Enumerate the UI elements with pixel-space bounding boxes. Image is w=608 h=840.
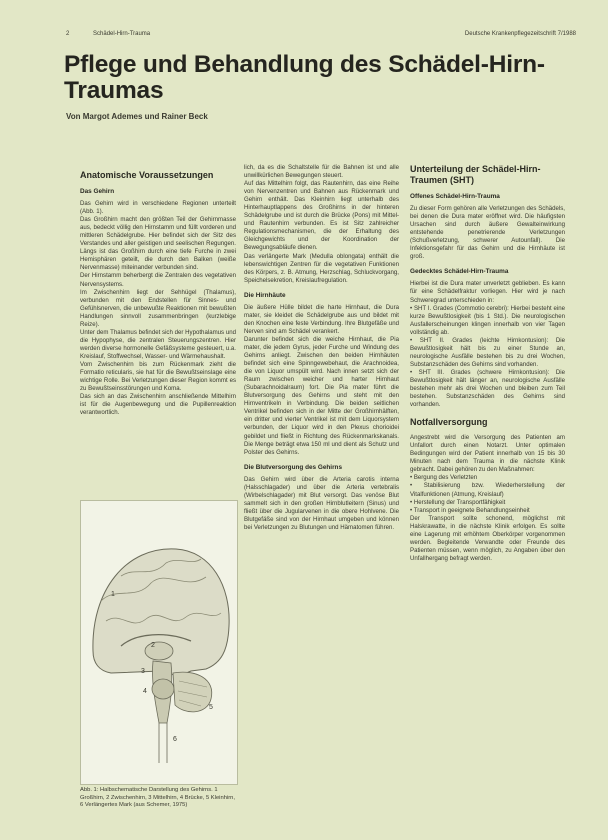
list-item: • SHT III. Grades (schwere Hirnkontusion): Die Bewußtlosigkeit hält länger an, neurologische Ausfälle bestehen mehr als drei Wochen und bleiben zum Teil bestehen. Substanzschäden des Gehirns sind vorhanden. xyxy=(410,369,565,409)
paragraph: Angestrebt wird die Versorgung des Patienten am Unfallort durch einen Notarzt. Unter optimalen Bedingungen wird der Patient innerhalb von 15 bis 30 Minuten nach dem Trauma in die nächste Klinik gebracht. Dabei gehören zu den Maßnahmen: xyxy=(410,434,565,474)
brain-illustration xyxy=(80,500,238,785)
svg-text:2: 2 xyxy=(151,642,155,649)
article-authors: Von Margot Ademes und Rainer Beck xyxy=(66,112,208,121)
column-2 xyxy=(244,164,399,532)
section-heading: Unterteilung der Schädel-Hirn-Traumen (SHT) xyxy=(410,164,541,185)
paragraph: Zu dieser Form gehören alle Verletzungen des Schädels, bei denen die Dura mater eröffnet wird. Die häufigsten Ursachen sind durch äußere Gewalteinwirkung entstehende penetrierende Verletzungen (Schußverletzung, schwerer Autounfall). Die Infektionsgefahr für das Gehirn und die Hirnhäute ist groß. xyxy=(410,205,565,261)
article-title: Pflege und Behandlung des Schädel-Hirn-Traumas xyxy=(64,51,545,104)
list-item: • Bergung des Verletzten xyxy=(410,474,565,482)
list-item: • Transport in geeignete Behandlungseinheit xyxy=(410,507,565,515)
paragraph: lich, da es die Schaltstelle für die Bahnen ist und alle unwillkürlichen Bewegungen steuert. xyxy=(244,164,399,180)
column-1 xyxy=(80,170,236,417)
paragraph: Das Gehirn wird über die Arteria carotis interna (Halsschlagader) und über die Arteria vertebralis (Wirbelschlagader) mit Blut versorgt. Das venöse Blut sammelt sich in den großen Hirnblutleitern (Sinus) und fließt über die Jugularvenen in die obere Hohlvene. Die Blutgefäße sind von der Hirnhaut umgeben und können bei Verletzungen zu Blutungen und Hämatomen führen. xyxy=(244,475,399,531)
svg-text:4: 4 xyxy=(143,688,147,695)
section-label: Schädel-Hirn-Trauma xyxy=(93,31,151,37)
section-heading: Notfallversorgung xyxy=(410,417,488,428)
paragraph: Vom Zwischenhirn bis zum Rückenmark zieht die Formatio reticularis, sie hat für die Bewußtseinslage eine wichtige Rolle. Bei Verletzungen dieser Region kommt es zu Bewußtseinsstörungen und Koma. xyxy=(80,360,236,393)
column-3 xyxy=(410,164,565,563)
subheading: Das Gehirn xyxy=(80,188,115,195)
paragraph: Das verlängerte Mark (Medulla oblongata) enthält die lebenswichtigen Zentren für die vegetativen Funktionen des Körpers, z. B. Atmung, Herzschlag, Schluckvorgang, Speichelsekretion, Kreislaufregulation. xyxy=(244,252,399,284)
page-number: 2 xyxy=(66,31,70,37)
paragraph: Das Großhirn macht den größten Teil der Gehirnmasse aus, bedeckt völlig den Hirnstamm und füllt vorderen und mittleren Schädelgrube. Hier befindet sich der Sitz des Verstandes und aller geistigen und seelischen Regungen. Längs ist das Großhirn durch eine tiefe Furche in zwei Hemisphären geteilt, die durch den Balken (weiße Nervenmasse) miteinander verbunden sind. xyxy=(80,216,236,272)
subheading: Offenes Schädel-Hirn-Trauma xyxy=(410,193,500,200)
paragraph: Unter dem Thalamus befindet sich der Hypothalamus und die Hypophyse, die zentralen Steuerungszentren. Hier werden diverse hormonelle Gefäßsysteme gesteuert, u.a. Kreislauf, Stoffwechsel, Wasser- und Wärmehaushalt. xyxy=(80,328,236,360)
paragraph: Darunter befindet sich die weiche Hirnhaut, die Pia mater, die jedem Gyrus, jeder Furche und Windung des Gehirns anliegt. Zwischen den beiden Hirnhäuten befindet sich eine Spinngewebehaut, die Arachnoidea, die von Liquor umspült wird. Nach innen setzt sich der Raum zwischen weicher und harter Hirnhaut (Subarachnoidalraum) fort. Die Pia mater führt die Blutversorgung des Gehirns und steht mit den Hirnventrikeln in Verbindung. Die beiden seitlichen Ventrikel befinden sich in der Mitte der Großhirnhälften, ein dritter und vierter Ventrikel ist mit dem Liquorsystem verbunden, der Liquor wird in den Plexus chorioidei gebildet und fließt in Richtung des Rückenmarkskanals. Die Menge beträgt etwa 150 ml und dient als Schutz und Polster des Gehirns. xyxy=(244,335,399,456)
figure-caption: Abb. 1: Halbschematische Darstellung des Gehirns. 1 Großhirn, 2 Zwischenhirn, 3 Mittelhirn, 4 Brücke, 5 Kleinhirn, 6 Verlängertes Mark (aus Schemer, 1975) xyxy=(80,787,235,809)
journal-label: Deutsche Krankenpflegezeitschrift 7/1988 xyxy=(464,31,576,37)
running-header xyxy=(66,31,576,41)
list-item: • Stabilisierung bzw. Wiederherstellung der Vitalfunktionen (Atmung, Kreislauf) xyxy=(410,482,565,498)
svg-text:1: 1 xyxy=(111,591,115,598)
paragraph: Der Hirnstamm beherbergt die Zentralen des vegetativen Nervensystems. xyxy=(80,272,236,288)
subheading: Die Hirnhäute xyxy=(244,291,286,299)
list-item: • SHT I. Grades (Commotio cerebri): Hierbei besteht eine kurze Bewußtlosigkeit (bis 1 Std.). Die neurologischen Ausfallerscheinungen klingen innerhalb von vier Tagen vollständig ab. xyxy=(410,305,565,337)
paragraph: Das sich an das Zwischenhirn anschließende Mittelhirn ist für die Augenbewegung und die Pupillenreaktion verantwortlich. xyxy=(80,393,236,417)
list-item: • SHT II. Grades (leichte Hirnkontusion): Die Bewußtlosigkeit hält bis zu einer Stunde an, neurologische Ausfälle bestehen bis zu drei Wochen, Substanzschäden des Gehirns sind vorhanden. xyxy=(410,337,565,369)
paragraph: Die äußere Hülle bildet die harte Hirnhaut, die Dura mater, sie kleidet die Schädelgrube aus und bildet mit den Knochen eine feste Verbindung. Ihre Blutgefäße und Nerven sind am Schädel verankert. xyxy=(244,303,399,335)
paragraph: Das Gehirn wird in verschiedene Regionen unterteilt (Abb. 1). xyxy=(80,200,236,216)
svg-text:6: 6 xyxy=(173,736,177,743)
paragraph: Der Transport sollte schonend, möglichst mit Halskrawatte, in die nächste Klinik erfolgen. Es sollte eine Lagerung mit erhöhtem Oberkörper vorgenommen werden. Begleitende Verwandte oder Freunde des Patienten müssen, wenn möglich, zu Angaben über den Unfallhergang befragt werden. xyxy=(410,514,565,562)
section-heading: Anatomische Voraussetzungen xyxy=(80,170,214,180)
paragraph: Im Zwischenhirn liegt der Sehhügel (Thalamus), verbunden mit den Endstellen für Sinnes- und Gefühlsnerven, die unbewußte Reaktionen mit bewußten Handlungen sinnvoll zusammenbringen (kurzlebige Reize). xyxy=(80,288,236,328)
subheading: Gedecktes Schädel-Hirn-Trauma xyxy=(410,268,509,276)
paragraph: Hierbei ist die Dura mater unverletzt geblieben. Es kann für eine Schädelfraktur vorliegen. Hier wird je nach Schweregrad unterschieden in: xyxy=(410,280,565,304)
subheading: Die Blutversorgung des Gehirns xyxy=(244,463,343,471)
svg-text:5: 5 xyxy=(209,704,213,711)
list-item: • Herstellung der Transportfähigkeit xyxy=(410,499,565,507)
paragraph: Auf das Mittelhirn folgt, das Rautenhirn, das eine Reihe von Nervenzentren und Bahnen aus Rückenmark und Gehirn enthält. Das Kleinhirn liegt unterhalb des Hinterhauptlappens des Großhirns in der hinteren Schädelgrube und ist durch die Brücke (Pons) mit Mittel- und Rautenhirn verbunden. Es ist Sitz zahlreicher Regulationsmechanismen, die der Erhaltung des Gleichgewichts und der Koordination der Bewegungsabläufe dienen. xyxy=(244,180,399,252)
svg-text:3: 3 xyxy=(141,668,145,675)
brain-sagittal-diagram xyxy=(81,501,237,784)
